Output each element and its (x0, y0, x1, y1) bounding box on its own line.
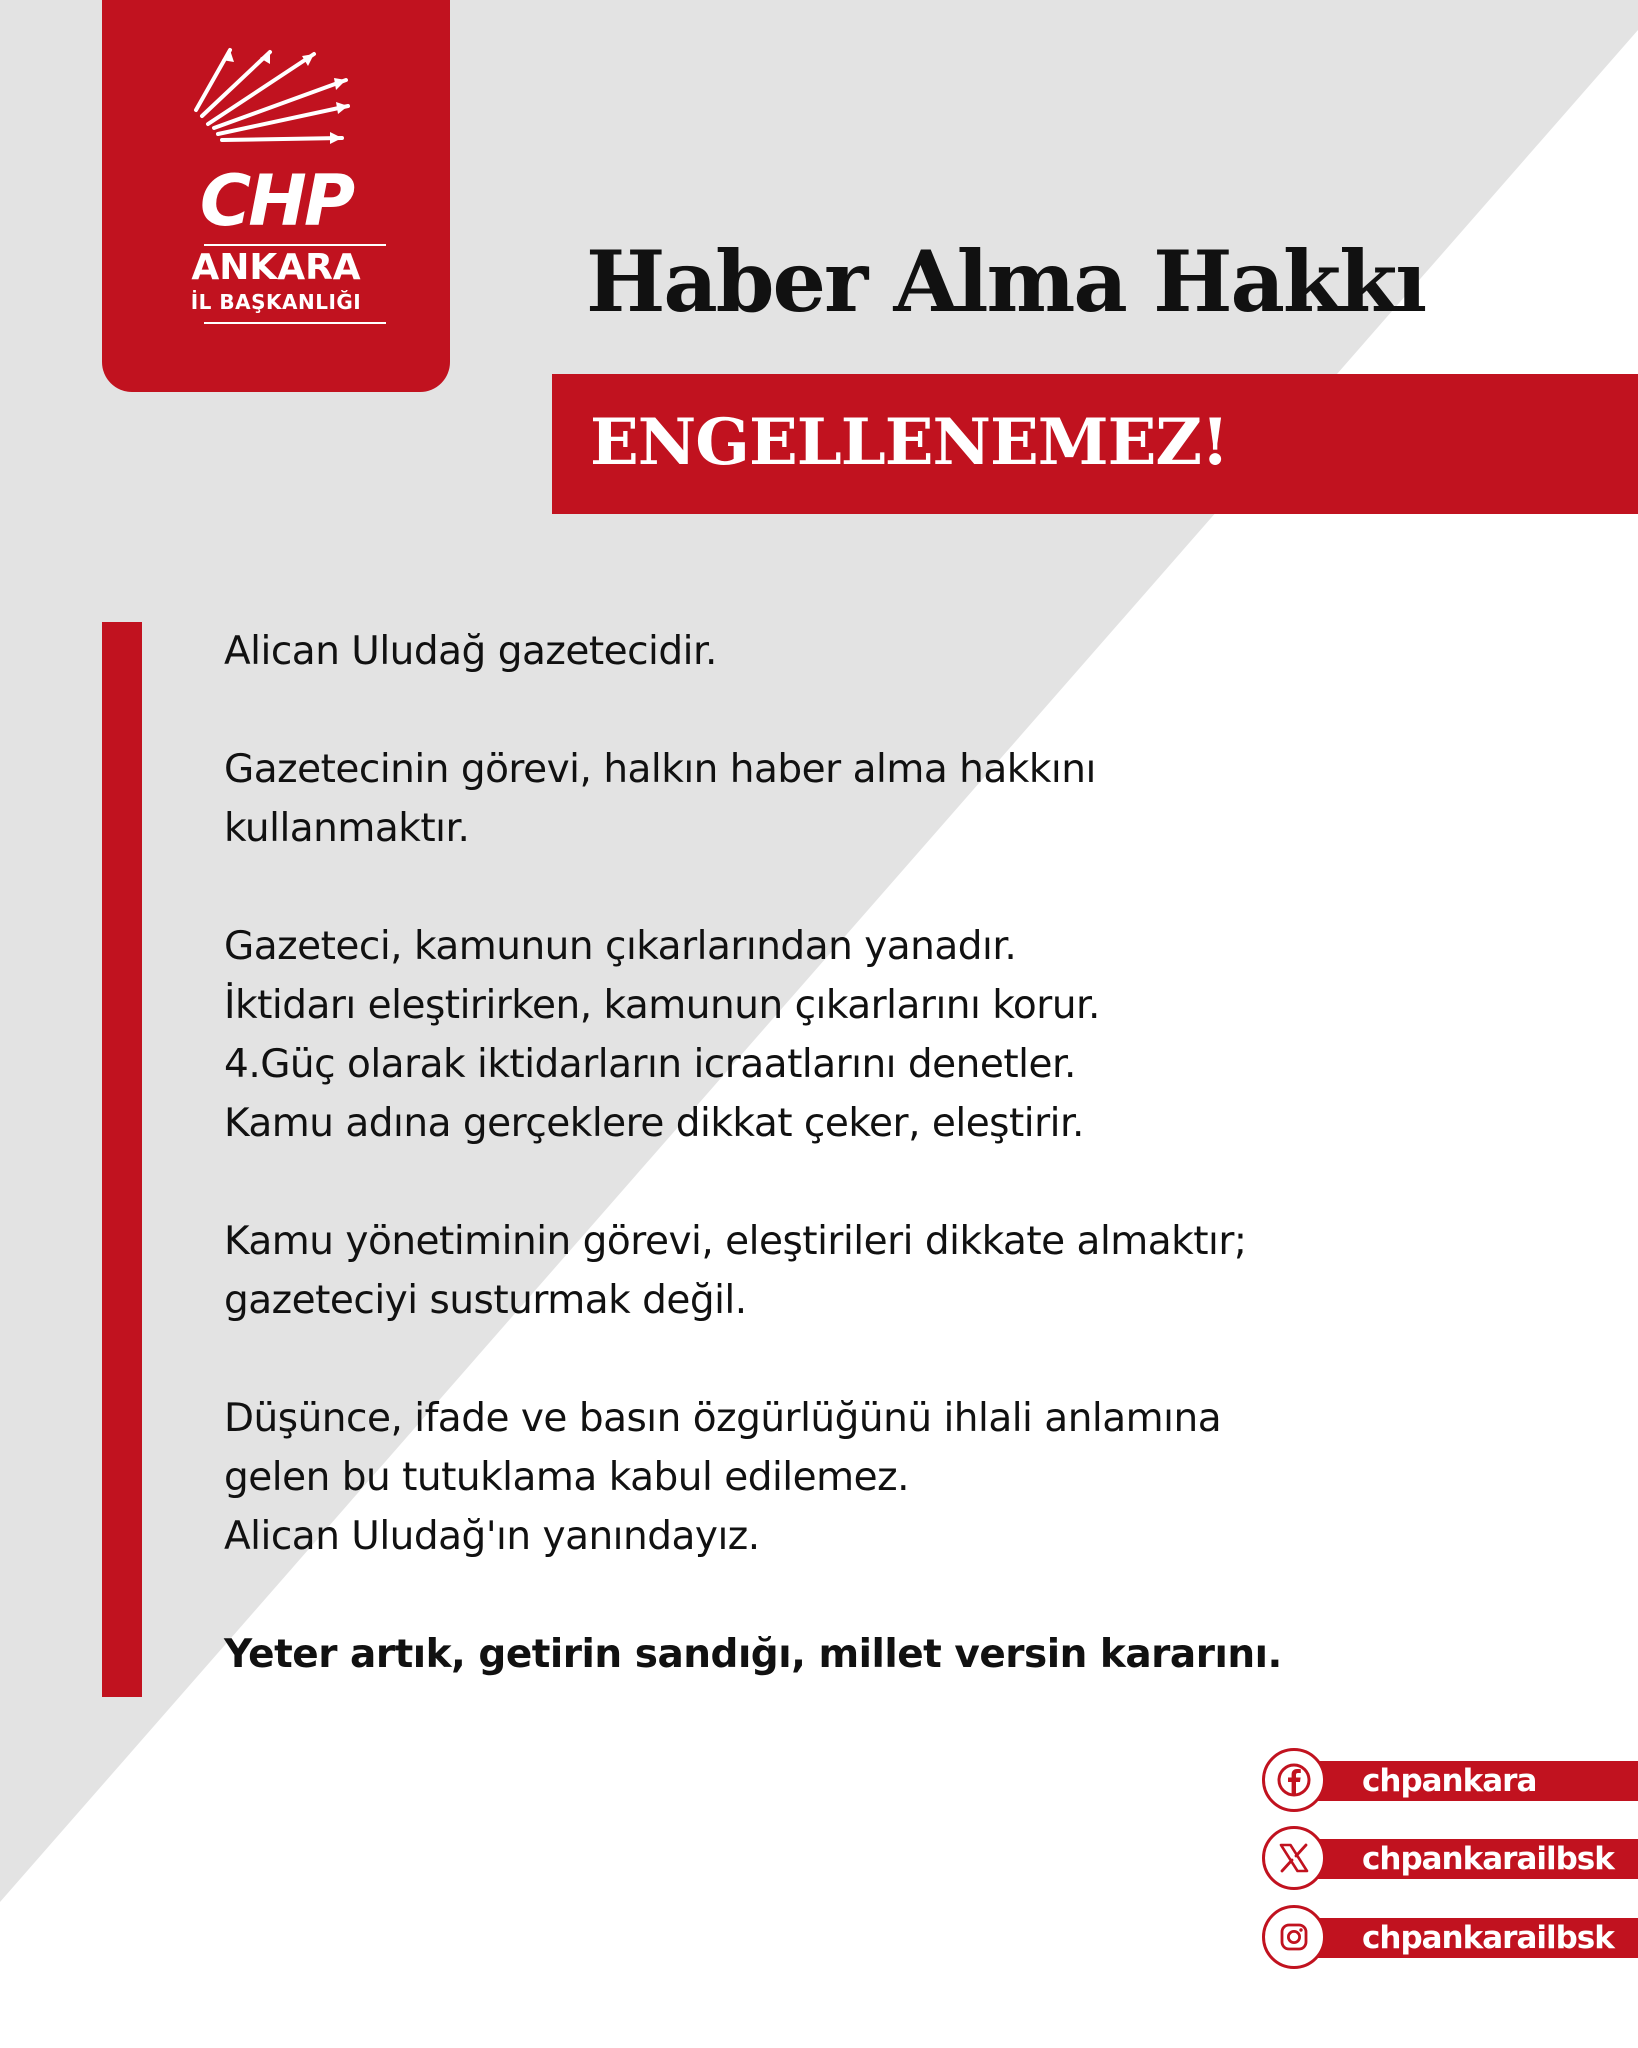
text-line: gelen bu tutuklama kabul edilemez. (224, 1455, 909, 1500)
chp-ankara-logo (102, 0, 450, 392)
logo-divider-bottom (204, 322, 386, 324)
x-handle[interactable]: chpankarailbsk (1362, 1841, 1614, 1877)
closing-statement: Yeter artık, getirin sandığı, millet versin kararını. (224, 1632, 1282, 1677)
instagram-handle[interactable]: chpankarailbsk (1362, 1920, 1614, 1956)
paragraph-3 (224, 917, 1614, 1153)
headline-banner (552, 374, 1638, 514)
social-x[interactable] (1262, 1826, 1638, 1890)
facebook-icon[interactable] (1262, 1748, 1326, 1812)
text-line: gazeteciyi susturmak değil. (224, 1278, 747, 1323)
text-line: kullanmaktır. (224, 806, 470, 851)
text-line: Düşünce, ifade ve basın özgürlüğünü ihlali anlamına (224, 1396, 1222, 1441)
text-line: Kamu yönetiminin görevi, eleştirileri dikkate almaktır; (224, 1219, 1247, 1264)
page-title: Haber Alma Hakkı (586, 232, 1426, 331)
logo-office-text: İL BAŞKANLIĞI (190, 290, 362, 314)
x-icon[interactable] (1262, 1826, 1326, 1890)
text-line: Alican Uludağ gazetecidir. (224, 629, 717, 674)
statement-body (224, 622, 1614, 1684)
text-line: Kamu adına gerçeklere dikkat çeker, eleştirir. (224, 1101, 1084, 1146)
social-facebook[interactable] (1262, 1748, 1638, 1812)
arrows-emblem-icon (102, 0, 450, 170)
paragraph-4 (224, 1212, 1614, 1330)
logo-chp-text: CHP (199, 160, 353, 242)
banner-text: ENGELLENEMEZ! (590, 405, 1229, 480)
paragraph-2 (224, 740, 1614, 858)
text-line: 4.Güç olarak iktidarların icraatlarını denetler. (224, 1042, 1076, 1087)
text-line: Gazeteci, kamunun çıkarlarından yanadır. (224, 924, 1017, 969)
paragraph-5 (224, 1389, 1614, 1566)
paragraph-1 (224, 622, 1614, 681)
text-line: İktidarı eleştirirken, kamunun çıkarlarını korur. (224, 983, 1100, 1028)
logo-city-text: ANKARA (191, 247, 361, 288)
text-line: Alican Uludağ'ın yanındayız. (224, 1514, 760, 1559)
instagram-icon[interactable] (1262, 1905, 1326, 1969)
logo-divider-top (204, 244, 386, 246)
text-line: Gazetecinin görevi, halkın haber alma hakkını (224, 747, 1096, 792)
social-instagram[interactable] (1262, 1905, 1638, 1969)
accent-vertical-bar (102, 622, 142, 1697)
facebook-handle[interactable]: chpankara (1362, 1763, 1537, 1799)
